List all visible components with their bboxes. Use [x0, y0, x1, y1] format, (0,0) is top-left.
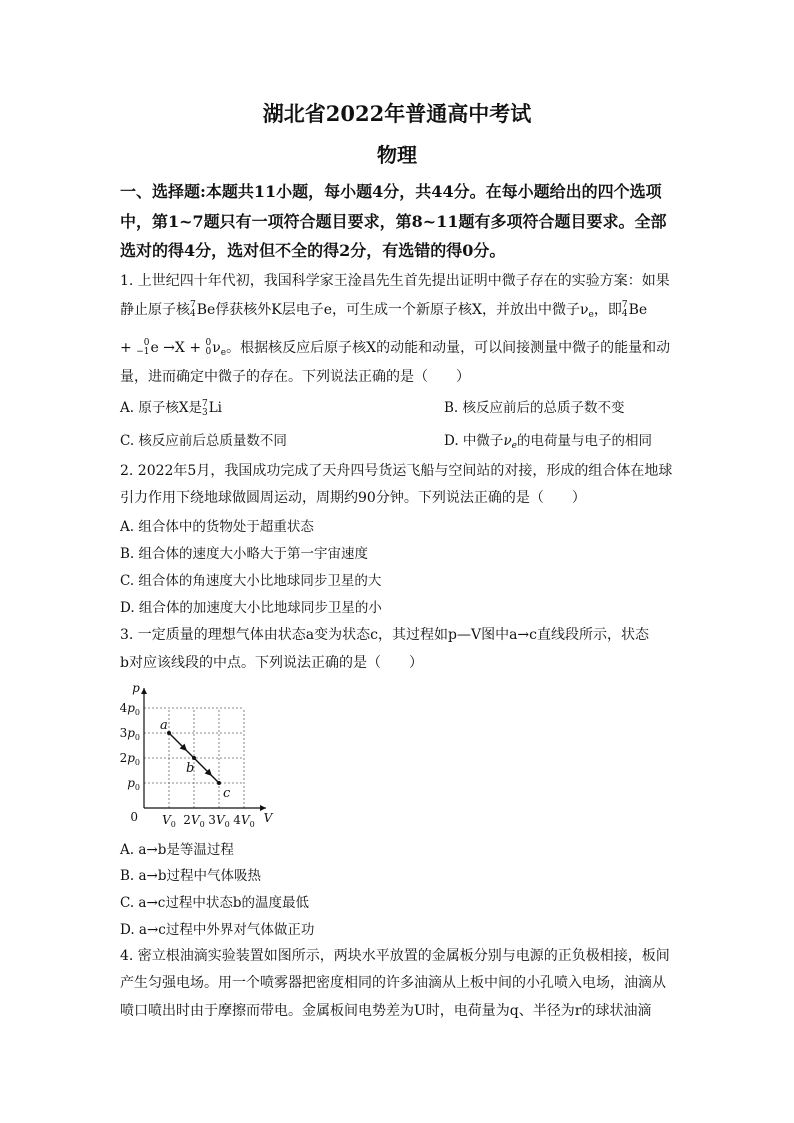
q4-stem-line-3: 喷口喷出时由于摩擦而带电。金属板间电势差为U时，电荷量为q、半径为r的球状油滴 [120, 1003, 652, 1019]
q3-option-a: A. a→b是等温过程 [120, 842, 234, 858]
y-axis-label: p [132, 681, 140, 695]
pv-diagram [112, 678, 282, 834]
state-label-c: c [223, 786, 231, 801]
state-point-c [217, 781, 221, 785]
section-instructions-line-3: 选对的得4分，选对但不全的得2分，有选错的得0分。 [120, 241, 506, 260]
be-nuclide-numbers: 7 4 [190, 300, 196, 319]
exam-title: 湖北省2022年普通高中考试 [262, 101, 532, 126]
q2-option-b: B. 组合体的速度大小略大于第一宇宙速度 [120, 546, 369, 562]
x-tick-label-3: $3V_0$ [208, 813, 230, 829]
y-tick-label-3: $3p_0$ [119, 726, 140, 742]
q2-option-a: A. 组合体中的货物处于超重状态 [120, 519, 314, 535]
subject-title: 物理 [377, 143, 417, 167]
electron-numbers: 0 −1 [136, 338, 150, 357]
q3-option-d: D. a→c过程中外界对气体做正功 [120, 922, 315, 938]
y-tick-label-4: $4p_0$ [119, 701, 140, 717]
q2-option-d: D. 组合体的加速度大小比地球同步卫星的小 [120, 600, 382, 616]
neutrino-numbers: 0 0 [205, 338, 212, 357]
q1-stem-line-2: 静止原子核7 4Be俘获核外K层电子e，可生成一个新原子核X，并放出中微子$\nu_e$，即7 4Be [120, 300, 648, 320]
q1-stem-line-1: 1. 上世纪四十年代初，我国科学家王淦昌先生首先提出证明中微子存在的实验方案：如果 [120, 273, 670, 289]
q1-option-a: A. 原子核X是7 3Li [120, 398, 222, 418]
x-tick-label-1: $V_0$ [162, 813, 176, 829]
q1-stem-line-4: 量，进而确定中微子的存在。下列说法正确的是（ ） [120, 369, 470, 385]
q1-option-d: D. 中微子$\nu_e$的电荷量与电子的相同 [444, 433, 652, 451]
q4-stem-line-2: 产生匀强电场。用一个喷雾器把密度相同的许多油滴从上板中间的小孔喷入电场，油滴从 [120, 975, 666, 991]
q4-stem-line-1: 4. 密立根油滴实验装置如图所示，两块水平放置的金属板分别与电源的正负极相接，板间 [120, 948, 670, 964]
y-tick-label-2: $2p_0$ [119, 751, 140, 767]
origin-label: 0 [130, 810, 138, 824]
y-tick-label-1: $p_0$ [127, 776, 140, 792]
q1-stem-line-3: + 0 −1e →X + 0 $0\nu_e$。根据核反应后原子核X的动能和动量，可以间接测量中微子的能量和动 [120, 338, 671, 358]
state-point-b [192, 756, 196, 760]
q1-option-c: C. 核反应前后总质量数不同 [120, 433, 287, 449]
q3-option-c: C. a→c过程中状态b的温度最低 [120, 895, 309, 911]
x-axis-label: V [263, 811, 273, 825]
state-label-a: a [160, 718, 168, 733]
q3-stem-line-1: 3. 一定质量的理想气体由状态a变为状态c，其过程如p—V图中a→c直线段所示，状态 [120, 627, 649, 643]
section-instructions-line-2: 中，第1~7题只有一项符合题目要求，第8~11题有多项符合题目要求。全部 [120, 212, 667, 231]
q3-stem-line-2: b对应该线段的中点。下列说法正确的是（ ） [120, 655, 423, 671]
q1-option-b: B. 核反应前后的总质子数不变 [444, 400, 625, 416]
section-instructions-line-1: 一、选择题:本题共11小题，每小题4分，共44分。在每小题给出的四个选项 [120, 182, 662, 201]
q2-option-c: C. 组合体的角速度大小比地球同步卫星的大 [120, 573, 382, 589]
q2-stem-line-1: 2. 2022年5月，我国成功完成了天舟四号货运飞船与空间站的对接，形成的组合体在地球 [120, 463, 673, 479]
y-axis-arrow [141, 688, 147, 694]
state-label-b: b [186, 761, 195, 776]
x-tick-label-2: $2V_0$ [183, 813, 205, 829]
q2-stem-line-2: 引力作用下绕地球做圆周运动，周期约90分钟。下列说法正确的是（ ） [120, 490, 586, 506]
q3-option-b: B. a→b过程中气体吸热 [120, 868, 262, 884]
x-tick-label-4: $4V_0$ [233, 813, 255, 829]
